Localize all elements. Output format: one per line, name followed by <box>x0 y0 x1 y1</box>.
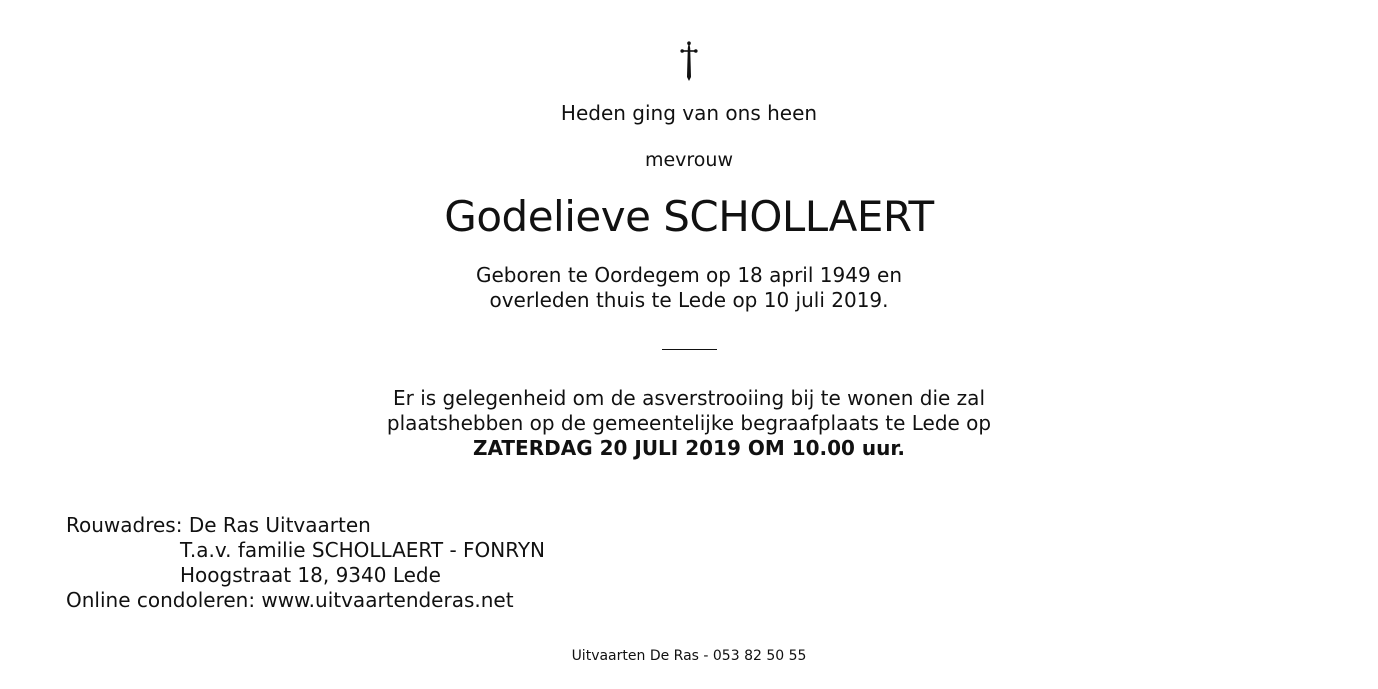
address-line-1: Rouwadres: De Ras Uitvaarten <box>66 513 371 537</box>
footer-contact: Uitvaarten De Ras - 053 82 50 55 <box>571 648 807 664</box>
online-condolence-line: Online condoleren: www.uitvaartenderas.net <box>66 588 514 612</box>
ceremony-date: ZATERDAG 20 JULI 2019 OM 10.00 uur. <box>472 436 906 460</box>
address-line-3: Hoogstraat 18, 9340 Lede <box>180 563 441 587</box>
ceremony-line-1: Er is gelegenheid om de asverstrooiing bij te wonen die zal <box>392 386 985 410</box>
mourning-address <box>66 513 545 613</box>
ceremony-notice <box>0 386 1378 461</box>
deceased-name: Godelieve SCHOLLAERT <box>444 192 934 241</box>
honorific-title: mevrouw <box>644 149 734 171</box>
death-line: overleden thuis te Lede op 10 juli 2019. <box>489 288 889 312</box>
intro-text: Heden ging van ons heen <box>560 101 818 125</box>
latin-cross-icon <box>680 41 698 81</box>
divider-line <box>662 349 717 350</box>
life-dates <box>0 263 1378 313</box>
birth-line: Geboren te Oordegem op 18 april 1949 en <box>475 263 903 287</box>
address-line-2: T.a.v. familie SCHOLLAERT - FONRYN <box>180 538 546 562</box>
ceremony-line-2: plaatshebben op de gemeentelijke begraafplaats te Lede op <box>386 411 992 435</box>
